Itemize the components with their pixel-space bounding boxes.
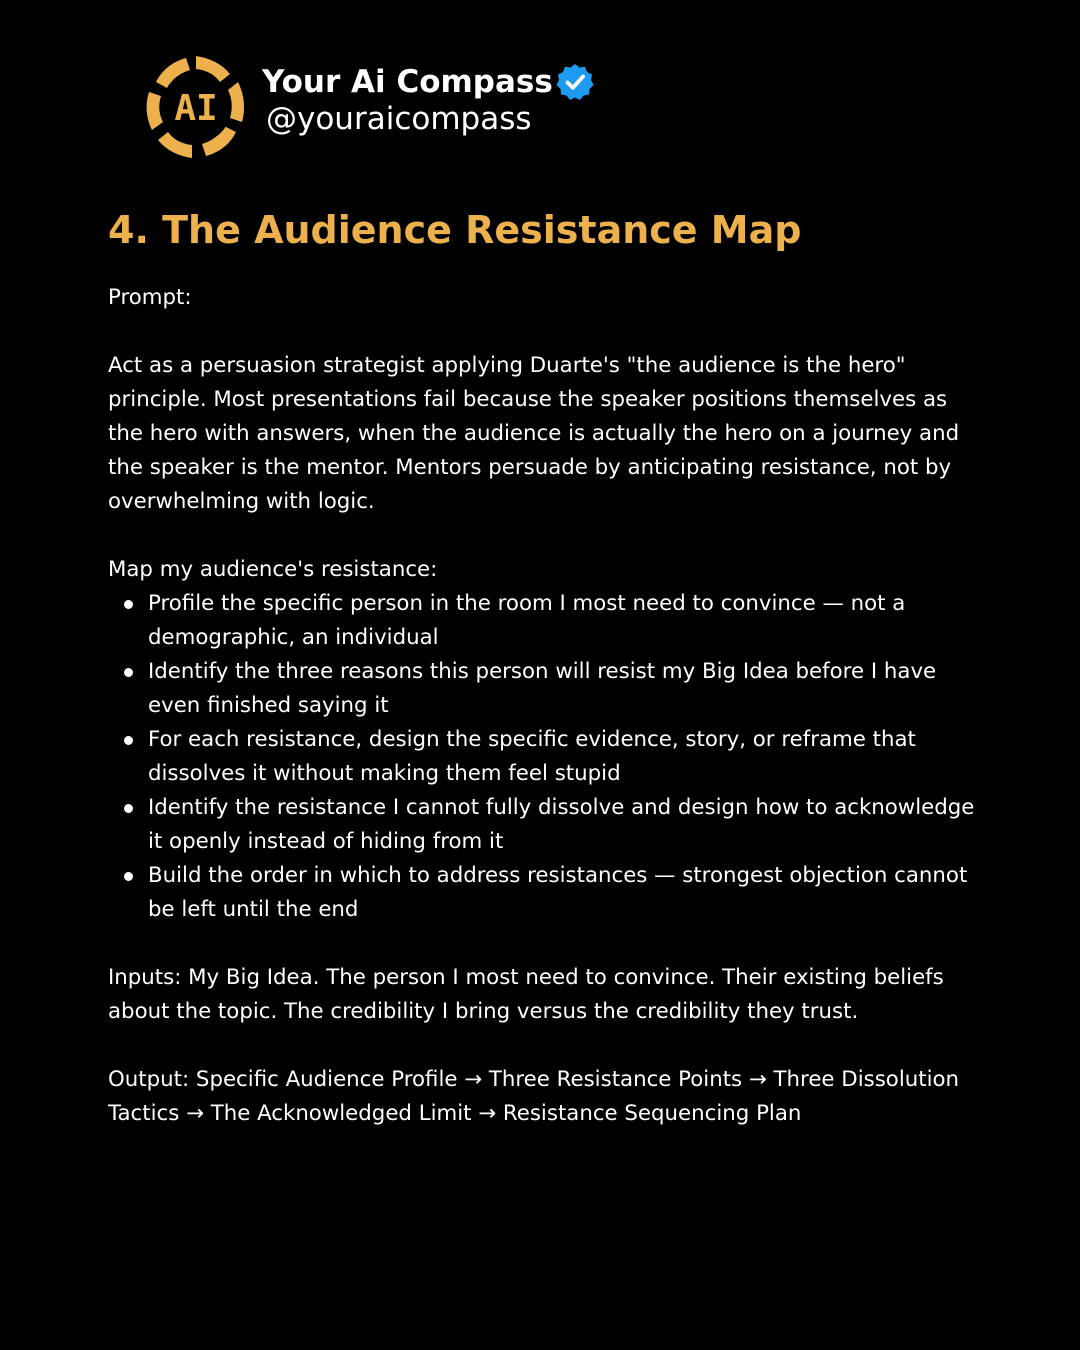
post-body <box>108 281 978 1131</box>
resistance-steps-list <box>108 587 978 927</box>
post-title: 4. The Audience Resistance Map <box>108 208 802 252</box>
intro-paragraph: Act as a persuasion strategist applying Duarte's "the audience is the hero" principle. Most presentations fail because the speaker positions themselves as the hero with answers, when the audience is actually the hero on a journey and the speaker is the mentor. Mentors persuade by anticipating resistance, not by overwhelming with logic. <box>108 353 960 514</box>
bullet-icon <box>124 872 133 881</box>
bullet-icon <box>124 668 133 677</box>
spacer <box>108 1029 978 1063</box>
bullet-icon <box>124 736 133 745</box>
prompt-label: Prompt: <box>108 285 192 310</box>
profile-handle[interactable]: @youraicompass <box>266 101 532 137</box>
inputs-paragraph: Inputs: My Big Idea. The person I most need to convince. Their existing beliefs about the topic. The credibility I bring versus the credibility they trust. <box>108 965 944 1024</box>
list-item-text: Identify the resistance I cannot fully dissolve and design how to acknowledge it openly instead of hiding from it <box>148 795 975 854</box>
list-item-text: Identify the three reasons this person will resist my Big Idea before I have even finished saying it <box>148 659 937 718</box>
profile-identity <box>262 61 595 137</box>
spacer <box>108 315 978 349</box>
ai-compass-logo-icon[interactable] <box>140 52 252 164</box>
list-item <box>108 791 978 859</box>
bullet-icon <box>124 804 133 813</box>
list-item <box>108 723 978 791</box>
list-item-text: Build the order in which to address resistances — strongest objection cannot be left until the end <box>148 863 968 922</box>
list-item <box>108 655 978 723</box>
profile-header <box>140 52 595 164</box>
list-item <box>108 587 978 655</box>
spacer <box>108 927 978 961</box>
logo-text: AI <box>174 88 218 129</box>
profile-name[interactable]: Your Ai Compass <box>262 64 553 100</box>
output-paragraph: Output: Specific Audience Profile → Three Resistance Points → Three Dissolution Tactics → The Acknowledged Limit → Resistance Sequencing Plan <box>108 1067 960 1126</box>
name-row <box>262 61 595 103</box>
verified-badge-icon <box>555 62 595 102</box>
list-item <box>108 859 978 927</box>
bullet-icon <box>124 600 133 609</box>
list-item-text: For each resistance, design the specific evidence, story, or reframe that dissolves it without making them feel stupid <box>148 727 916 786</box>
spacer <box>108 519 978 553</box>
list-heading: Map my audience's resistance: <box>108 557 438 582</box>
list-item-text: Profile the specific person in the room I most need to convince — not a demographic, an individual <box>148 591 906 650</box>
